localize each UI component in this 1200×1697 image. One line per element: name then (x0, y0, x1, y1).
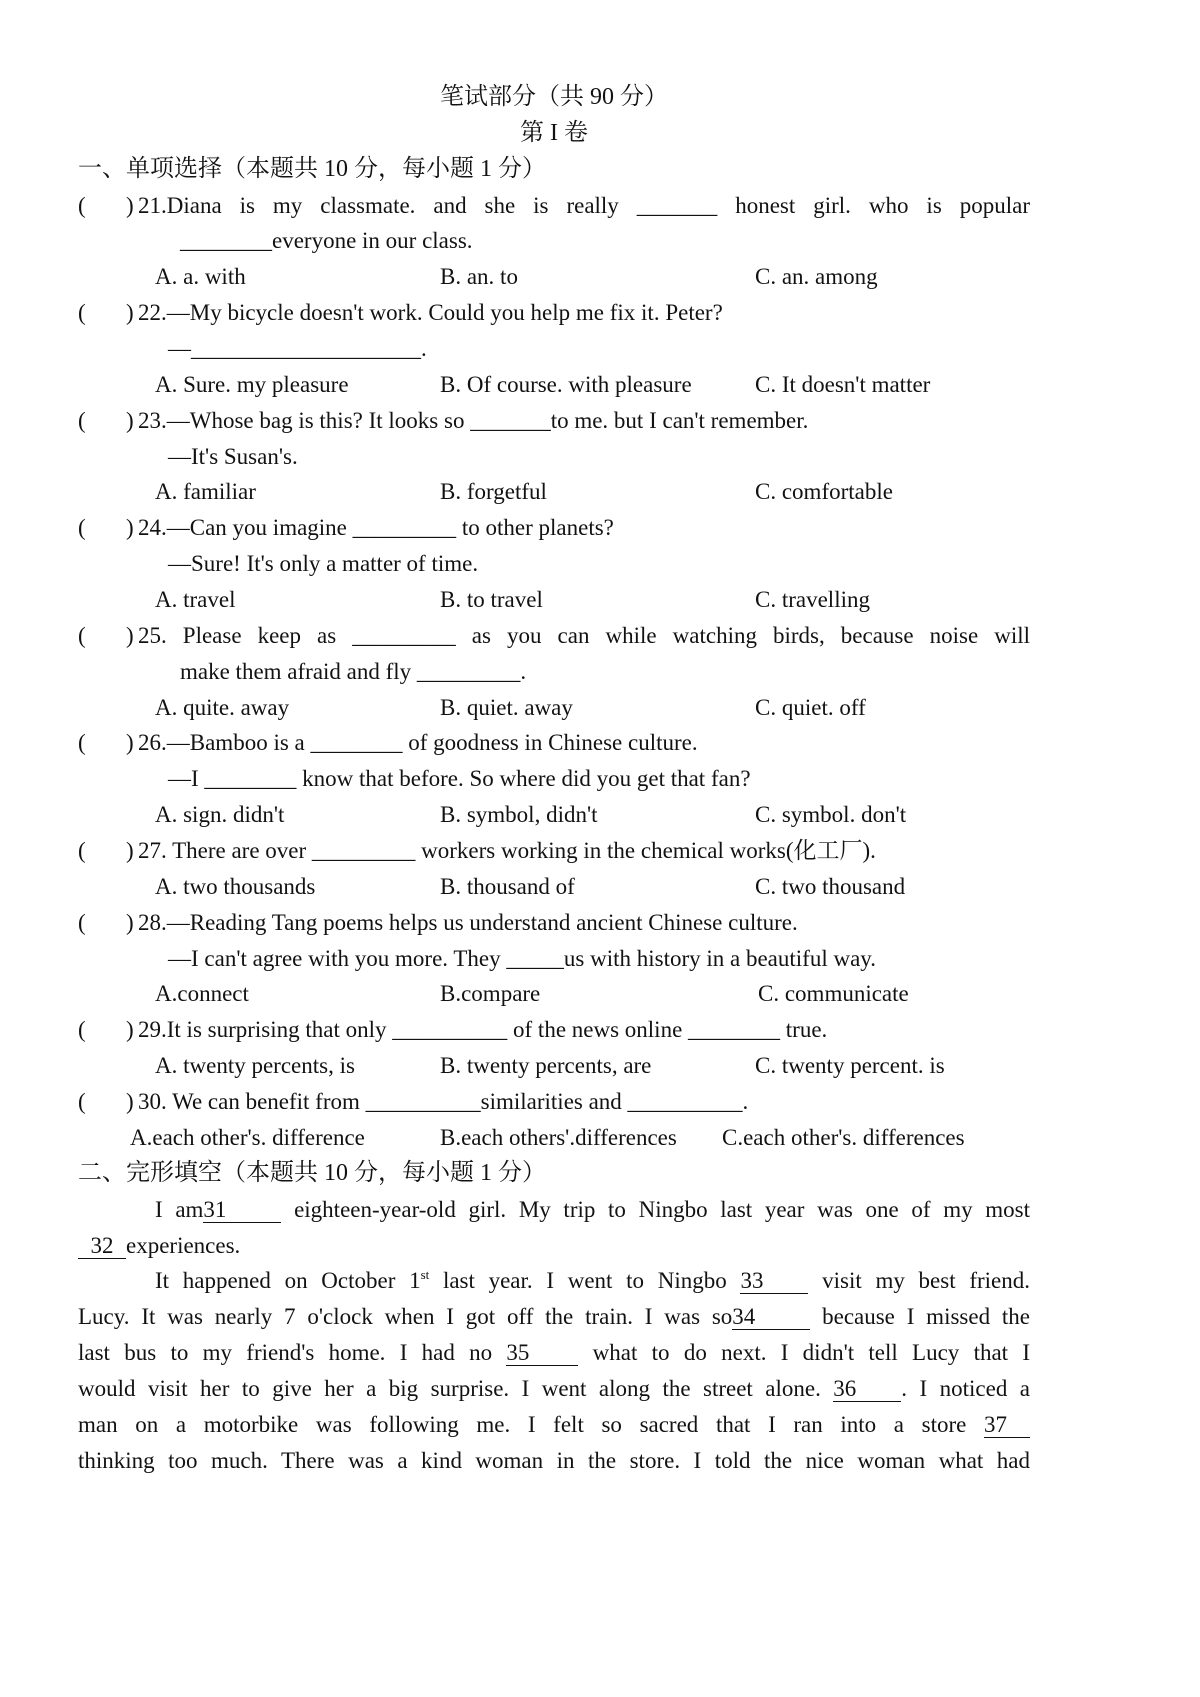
question-row (0, 188, 1200, 224)
question-text-line: —I can't agree with you more. They _____us with history in a beautiful way. (168, 945, 877, 971)
question-stem: 22.—My bicycle doesn't work. Could you help me fix it. Peter? (138, 300, 723, 326)
answer-bracket-open: ( (78, 838, 86, 864)
answer-bracket-close: ) (126, 909, 134, 935)
cloze-blank: 32 (78, 1234, 126, 1259)
ordinal-suffix: st (420, 1267, 430, 1283)
question-row (0, 905, 1200, 941)
answer-bracket-open: ( (78, 407, 86, 433)
question-row (0, 1012, 1200, 1048)
question-row (0, 403, 1200, 439)
passage-text-run: man on a motorbike was following me. I felt so sacred that I ran into a store (78, 1411, 984, 1437)
cloze-passage (0, 1192, 1200, 1479)
answer-bracket-open: ( (78, 515, 86, 541)
options-row (0, 367, 1200, 403)
passage-text (155, 1192, 1030, 1228)
options-row (0, 690, 1200, 726)
answer-bracket-open: ( (78, 1017, 86, 1043)
answer-bracket-close: ) (126, 730, 134, 756)
option-b: B. twenty percents, are (440, 1053, 652, 1079)
passage-line (0, 1335, 1200, 1371)
option-a: A. a. with (155, 264, 246, 290)
question-continuation (0, 223, 1200, 259)
cloze-blank: 33 (740, 1269, 808, 1294)
option-a: A. Sure. my pleasure (155, 371, 349, 397)
passage-text-run: last bus to my friend's home. I had no (78, 1340, 507, 1366)
passage-text (78, 1371, 1030, 1407)
question-text-line: —I ________ know that before. So where did you get that fan? (168, 766, 751, 792)
options-row (0, 474, 1200, 510)
question-continuation (0, 941, 1200, 977)
options-row (0, 259, 1200, 295)
options-row (0, 582, 1200, 618)
passage-text (78, 1443, 1030, 1479)
option-c: C. It doesn't matter (755, 371, 931, 397)
cloze-blank: 36 (833, 1377, 901, 1402)
question-text-line: ________everyone in our class. (180, 228, 473, 254)
question-row (0, 725, 1200, 761)
answer-bracket-close: ) (126, 515, 134, 541)
option-c: C. travelling (755, 587, 870, 613)
question-row (0, 618, 1200, 654)
option-c: C.each other's. differences (722, 1124, 965, 1150)
passage-text (78, 1299, 1030, 1335)
section2-heading: 二、完形填空（本题共 10 分，每小题 1 分） (78, 1159, 546, 1186)
answer-bracket-open: ( (78, 909, 86, 935)
answer-bracket-close: ) (126, 407, 134, 433)
option-b: B. forgetful (440, 479, 547, 505)
question-stem: 26.—Bamboo is a ________ of goodness in Chinese culture. (138, 730, 698, 756)
passage-line (0, 1407, 1200, 1443)
passage-line (0, 1228, 1200, 1264)
passage-text-run: It happened on October 1 (155, 1268, 421, 1294)
option-b: B. Of course. with pleasure (440, 371, 692, 397)
passage-text-run: experiences. (126, 1232, 241, 1258)
option-a: A. travel (155, 587, 236, 613)
cloze-blank: 35 (506, 1341, 578, 1366)
passage-text-run: last year. I went to Ningbo (429, 1268, 741, 1294)
section1-heading: 一、单项选择（本题共 10 分，每小题 1 分） (78, 155, 546, 182)
option-a: A.connect (155, 981, 249, 1007)
question-stem: 30. We can benefit from __________similarities and __________. (138, 1089, 749, 1115)
passage-text (155, 1263, 1030, 1299)
question-continuation (0, 546, 1200, 582)
option-c: C. symbol. don't (755, 802, 907, 828)
option-c: C. comfortable (755, 479, 893, 505)
option-b: B. thousand of (440, 873, 575, 899)
answer-bracket-open: ( (78, 1089, 86, 1115)
option-c: C. quiet. off (755, 694, 866, 720)
passage-text-run: thinking too much. There was a kind woman in the store. I told the nice woman what had (78, 1447, 1030, 1473)
section2-heading-row (0, 1156, 1200, 1192)
passage-text-run: I am (155, 1196, 204, 1222)
cloze-blank: 31 (203, 1198, 281, 1223)
question-text-line: make them afraid and fly _________. (180, 658, 527, 684)
title-row (0, 80, 1200, 116)
question-continuation (0, 439, 1200, 475)
question-continuation (0, 654, 1200, 690)
option-b: B. quiet. away (440, 694, 573, 720)
volume-label: 第 I 卷 (520, 119, 588, 146)
option-c: C. an. among (755, 264, 878, 290)
options-row (0, 797, 1200, 833)
question-stem: 28.—Reading Tang poems helps us understand ancient Chinese culture. (138, 909, 798, 935)
question-continuation (0, 331, 1200, 367)
passage-text-run: because I missed the (810, 1304, 1030, 1330)
option-a: A. quite. away (155, 694, 290, 720)
option-a: A. two thousands (155, 873, 316, 899)
subtitle-row (0, 116, 1200, 152)
question-row (0, 1084, 1200, 1120)
question-text-line: —It's Susan's. (168, 443, 298, 469)
question-text-line: —____________________. (168, 336, 427, 362)
section1-heading-row (0, 152, 1200, 188)
passage-line (0, 1371, 1200, 1407)
answer-bracket-close: ) (126, 1017, 134, 1043)
passage-line (0, 1299, 1200, 1335)
option-b: B. symbol, didn't (440, 802, 598, 828)
option-b: B.compare (440, 981, 541, 1007)
answer-bracket-close: ) (126, 622, 134, 648)
question-stem: 21.Diana is my classmate. and she is really _______ honest girl. who is popular (138, 192, 1030, 218)
cloze-blank: 34 (732, 1305, 810, 1330)
question-stem: 24.—Can you imagine _________ to other planets? (138, 515, 614, 541)
option-a: A.each other's. difference (130, 1124, 365, 1150)
option-b: B.each others'.differences (440, 1124, 677, 1150)
passage-text-run: eighteen-year-old girl. My trip to Ningbo last year was one of my most (281, 1196, 1030, 1222)
passage-text-run: Lucy. It was nearly 7 o'clock when I got off the train. I was so (78, 1304, 733, 1330)
passage-line (0, 1192, 1200, 1228)
option-b: B. an. to (440, 264, 518, 290)
question-stem: 25. Please keep as _________ as you can while watching birds, because noise will (138, 622, 1030, 648)
passage-line (0, 1443, 1200, 1479)
options-row (0, 1048, 1200, 1084)
question-text-line: —Sure! It's only a matter of time. (168, 551, 479, 577)
answer-bracket-close: ) (126, 838, 134, 864)
answer-bracket-close: ) (126, 192, 134, 218)
option-a: A. familiar (155, 479, 256, 505)
passage-text (78, 1228, 1030, 1264)
question-stem: 23.—Whose bag is this? It looks so _______to me. but I can't remember. (138, 407, 809, 433)
option-c: C. twenty percent. is (755, 1053, 945, 1079)
passage-line (0, 1263, 1200, 1299)
answer-bracket-close: ) (126, 300, 134, 326)
answer-bracket-open: ( (78, 300, 86, 326)
answer-bracket-open: ( (78, 730, 86, 756)
single-choice-questions (0, 188, 1200, 1156)
options-row (0, 1120, 1200, 1156)
question-row (0, 833, 1200, 869)
cloze-blank: 37 (984, 1413, 1030, 1438)
answer-bracket-open: ( (78, 192, 86, 218)
passage-text-run: visit my best friend. (808, 1268, 1030, 1294)
passage-text (78, 1407, 1030, 1443)
question-stem: 27. There are over _________ workers working in the chemical works(化工厂). (138, 838, 876, 864)
passage-text (78, 1335, 1030, 1371)
option-c: C. two thousand (755, 873, 906, 899)
option-a: A. twenty percents, is (155, 1053, 355, 1079)
option-c: C. communicate (758, 981, 909, 1007)
passage-text-run: . I noticed a (901, 1375, 1030, 1401)
option-a: A. sign. didn't (155, 802, 285, 828)
question-row (0, 510, 1200, 546)
page-title: 笔试部分（共 90 分） (440, 84, 668, 110)
answer-bracket-close: ) (126, 1089, 134, 1115)
question-continuation (0, 761, 1200, 797)
answer-bracket-open: ( (78, 622, 86, 648)
passage-text-run: would visit her to give her a big surprise. I went along the street alone. (78, 1375, 834, 1401)
question-stem: 29.It is surprising that only __________ of the news online ________ true. (138, 1017, 828, 1043)
options-row (0, 869, 1200, 905)
option-b: B. to travel (440, 587, 543, 613)
question-row (0, 295, 1200, 331)
passage-text-run: what to do next. I didn't tell Lucy that I (578, 1340, 1030, 1366)
options-row (0, 976, 1200, 1012)
